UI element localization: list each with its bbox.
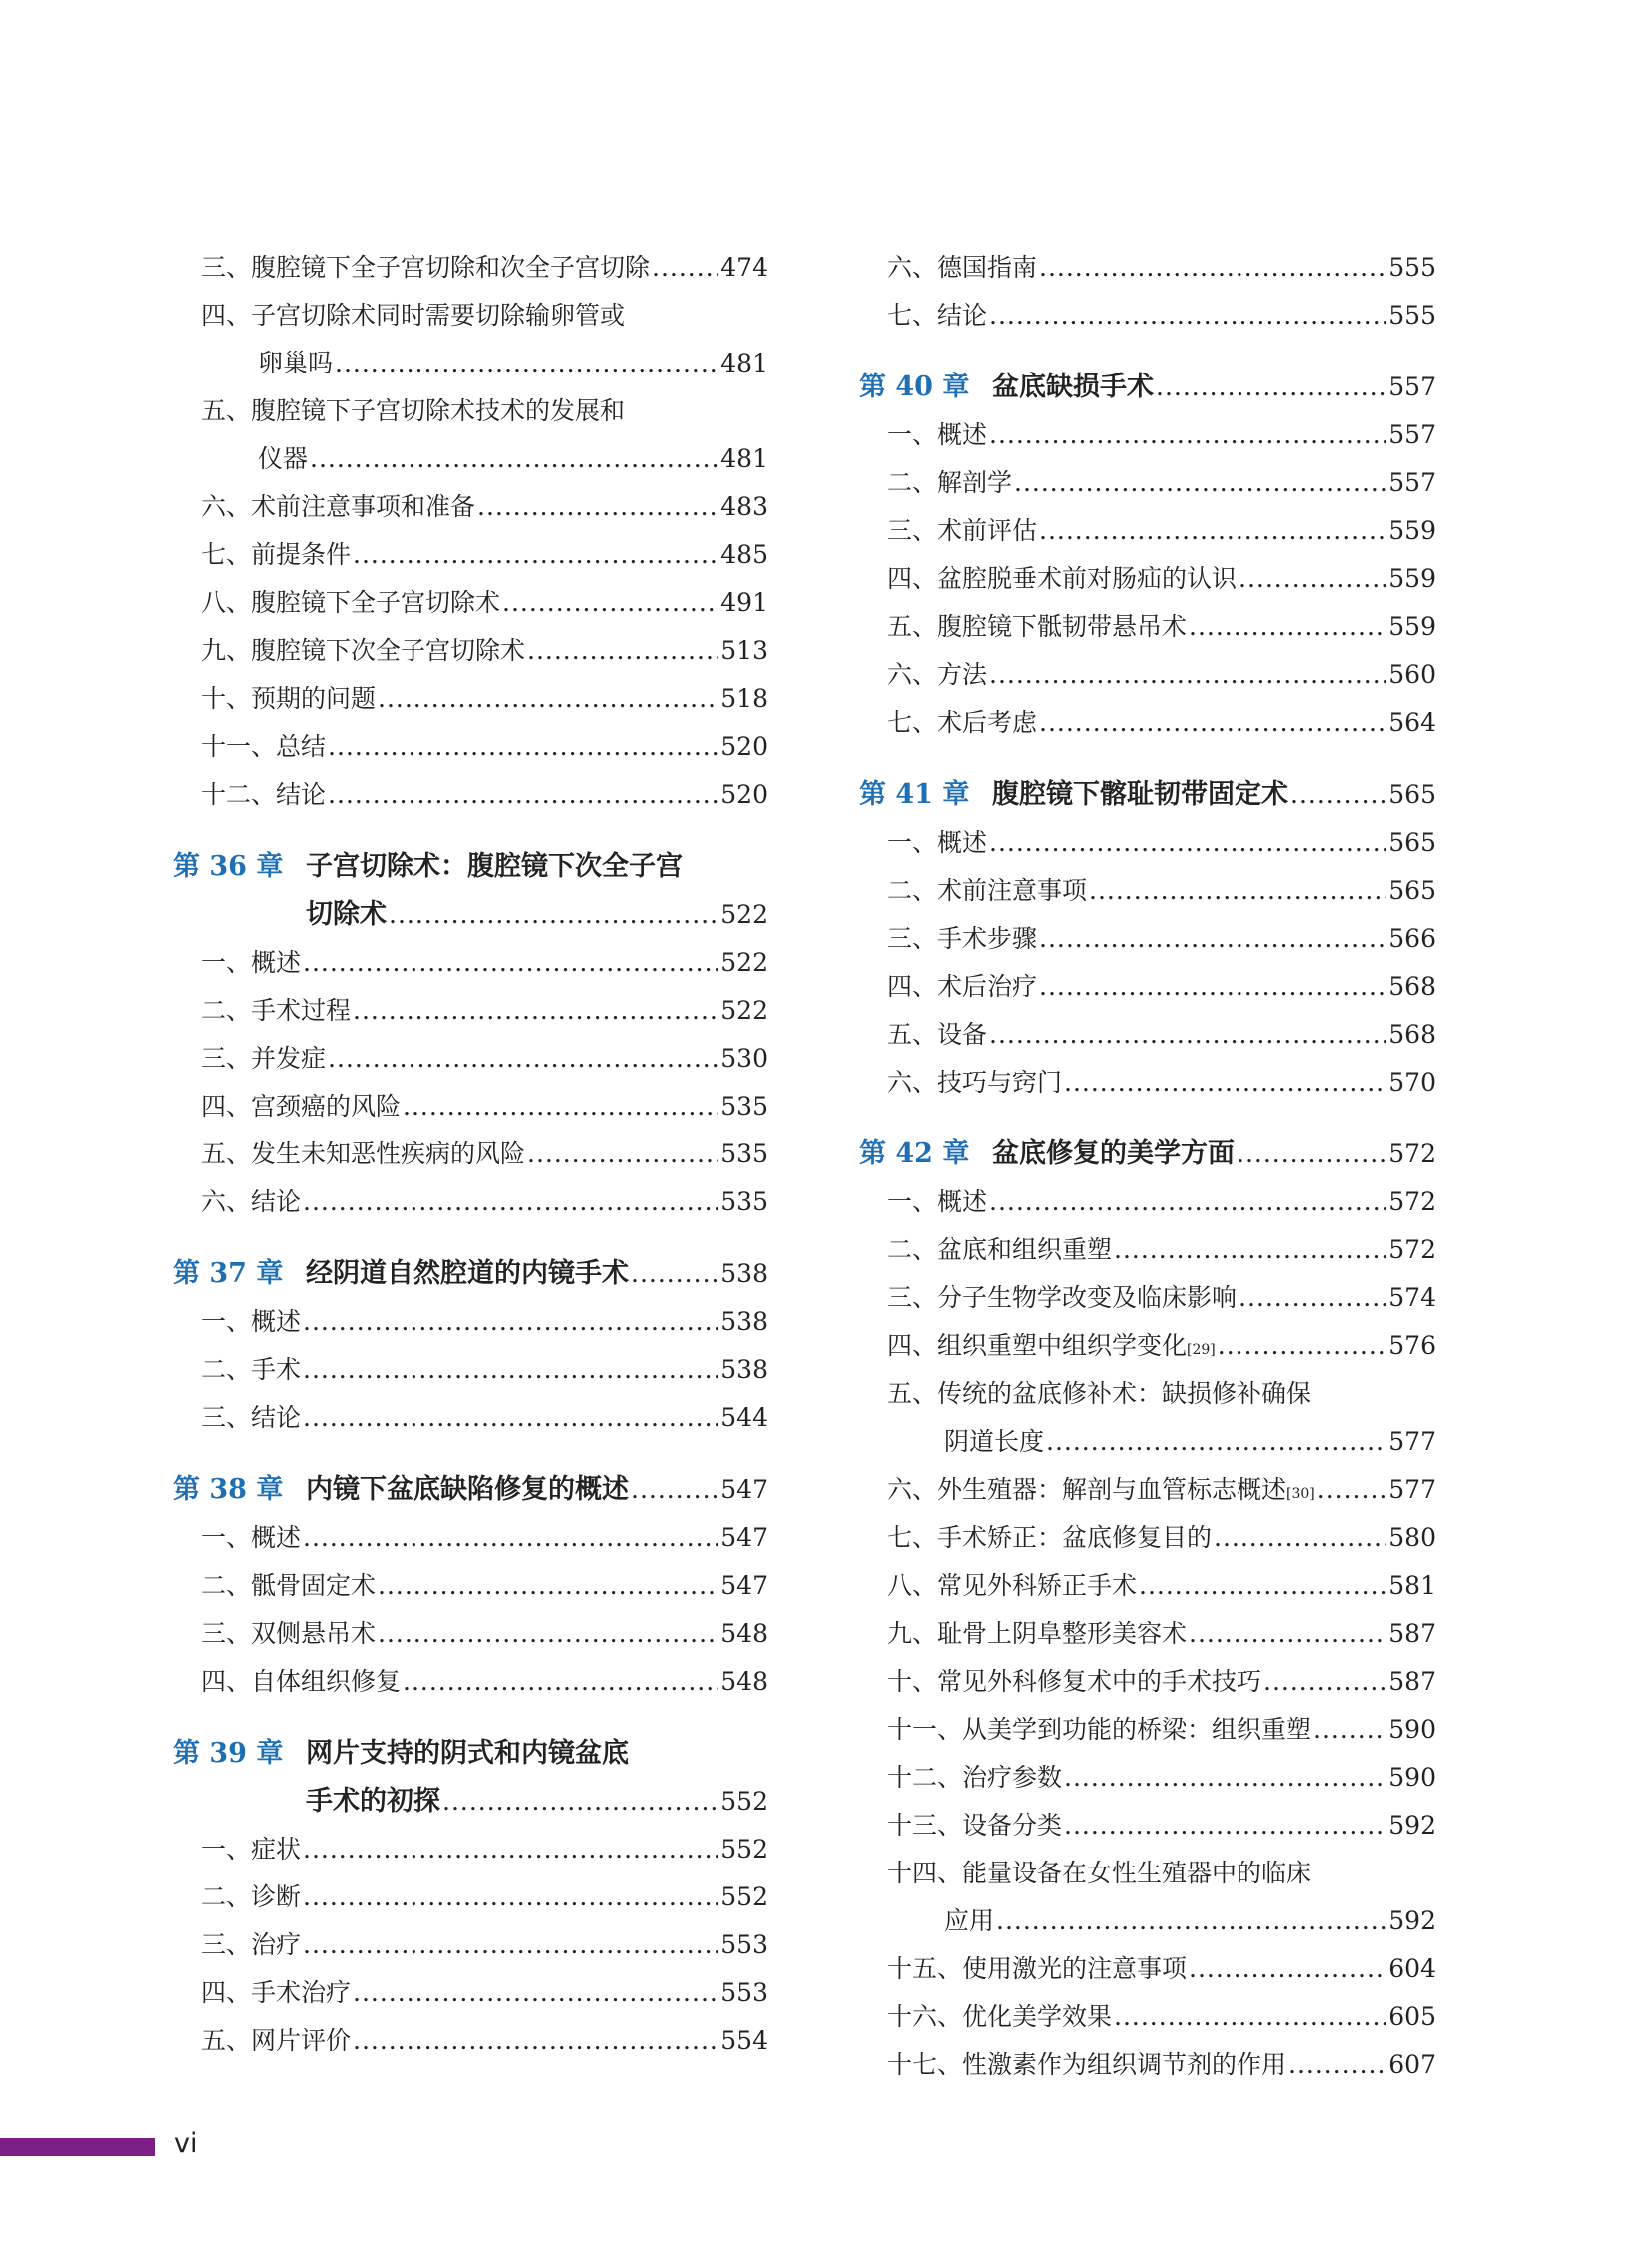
dot-leader [303,1298,718,1346]
entry-page: 568 [1388,1020,1436,1049]
chapter-page: 565 [1388,780,1436,809]
dot-leader [335,340,718,387]
toc-entry [173,1873,768,1921]
toc-entry [173,1035,768,1083]
toc-entry [859,867,1436,915]
dot-leader [353,987,718,1035]
toc-entry [173,531,768,579]
toc-entry [859,915,1436,963]
entry-title: 十六、优化美学效果 [887,2002,1113,2031]
chapter-title: 经阴道自然腔道的内镜手术 [306,1258,629,1289]
chapter-number: 第 40 章 [859,372,970,402]
dot-leader [1290,771,1386,819]
toc-entry [173,1130,768,1178]
dot-leader [1214,1514,1386,1562]
dot-leader [403,1083,718,1130]
chapter-title: 网片支持的阴式和内镜盆底 [306,1738,629,1769]
toc-entry [173,244,768,292]
dot-leader [353,1969,718,2017]
toc-entry [859,1178,1436,1226]
entry-page: 535 [720,1187,768,1216]
dot-leader [1039,244,1386,292]
toc-entry [173,627,768,675]
entry-page: 485 [720,540,768,569]
toc-entry [859,244,1436,292]
entry-page: 577 [1388,1427,1436,1456]
entry-page: 547 [720,1523,768,1552]
dot-leader [1239,1274,1386,1322]
entry-page: 592 [1388,1811,1436,1840]
toc-entry-continuation [859,1418,1436,1466]
entry-title: 七、结论 [887,301,988,330]
toc-entry [173,939,768,987]
toc-entry [859,555,1436,603]
toc-entry [859,1562,1436,1610]
entry-title: 一、概述 [887,828,988,857]
chapter-heading [859,771,1436,819]
dot-leader [303,1394,718,1442]
entry-page: 587 [1388,1667,1436,1696]
entry-title: 三、双侧悬吊术 [201,1619,377,1648]
entry-title: 一、概述 [201,1307,302,1336]
entry-page: 481 [720,444,768,473]
chapter-page: 557 [1388,373,1436,401]
entry-title: 二、术前注意事项 [887,876,1088,905]
toc-entry [173,1826,768,1873]
toc-entry [859,1658,1436,1706]
entry-title: 十一、从美学到功能的桥梁：组织重塑 [887,1715,1312,1744]
entry-page: 522 [720,948,768,977]
toc-entry [173,387,768,435]
dot-leader [1064,1802,1386,1850]
entry-page: 474 [720,253,768,282]
toc-entry [173,1921,768,1969]
dot-leader [527,1130,718,1178]
toc-entry [859,603,1436,651]
chapter-heading [173,843,768,891]
toc-entry [859,411,1436,459]
dot-leader [353,531,718,579]
entry-page: 553 [720,1930,768,1959]
entry-title: 二、骶骨固定术 [201,1571,377,1600]
dot-leader [631,1250,718,1298]
entry-page: 553 [720,1978,768,2007]
entry-title: 六、德国指南 [887,253,1038,282]
toc-entry [173,1394,768,1442]
chapter-number: 第 37 章 [173,1258,284,1289]
entry-title: 三、手术步骤 [887,924,1038,953]
toc-entry: 四、组织重塑中组织学变化 [29] ..... 576 [859,1322,1436,1370]
dot-leader [989,411,1386,459]
entry-title: 五、腹腔镜下骶韧带悬吊术 [887,612,1188,641]
entry-page: 538 [720,1355,768,1384]
toc-entry [859,963,1436,1011]
toc-entry [859,2041,1436,2089]
entry-page: 513 [720,636,768,665]
entry-page: 522 [720,996,768,1025]
chapter-title: 手术的初探 [306,1786,440,1817]
entry-page: 572 [1388,1235,1436,1264]
entry-title: 六、术前注意事项和准备 [201,492,476,521]
entry-title: 四、盆腔脱垂术前对肠疝的认识 [887,564,1238,593]
toc-entry [859,292,1436,340]
chapter-heading [173,1730,768,1778]
entry-title: 二、解剖学 [887,468,1013,497]
dot-leader [1039,963,1386,1011]
entry-page: 557 [1388,468,1436,497]
entry-title: 三、腹腔镜下全子宫切除和次全子宫切除 [201,253,651,282]
dot-leader [1156,364,1386,411]
entry-title: 二、手术过程 [201,996,352,1025]
dot-leader [502,579,718,627]
dot-leader [378,1610,718,1658]
dot-leader [1114,1226,1386,1274]
toc-left-column [173,244,768,2065]
chapter-heading [173,1250,768,1298]
toc-entry [859,1850,1436,1897]
dot-leader [989,651,1386,699]
entry-page: 535 [720,1139,768,1168]
entry-title: 仪器 [258,444,309,473]
toc-entry [173,1610,768,1658]
toc-entry [173,579,768,627]
chapter-number: 第 38 章 [173,1474,284,1505]
toc-entry [859,699,1436,747]
dot-leader [1039,507,1386,555]
chapter-title: 腹腔镜下髂耻韧带固定术 [992,779,1288,810]
dot-leader [378,1562,718,1610]
entry-title: 三、分子生物学改变及临床影响 [887,1283,1238,1312]
chapter-heading [859,1130,1436,1178]
dot-leader [1046,1418,1386,1466]
entry-page: 483 [720,492,768,521]
toc-entry [173,1514,768,1562]
entry-title: 四、子宫切除术同时需要切除输卵管或 [201,301,626,330]
chapter-heading [859,364,1436,411]
dot-leader [989,1178,1386,1226]
entry-page: 557 [1388,420,1436,449]
entry-page: 555 [1388,253,1436,282]
toc-entry [859,1514,1436,1562]
entry-page: 580 [1388,1523,1436,1552]
chapter-page: 572 [1388,1139,1436,1168]
entry-title: 十、常见外科修复术中的手术技巧 [887,1667,1262,1696]
toc-entry [173,1083,768,1130]
chapter-page: 538 [720,1259,768,1288]
entry-page: 564 [1388,708,1436,737]
toc-entry [859,1802,1436,1850]
dot-leader [303,1921,718,1969]
entry-title: 八、腹腔镜下全子宫切除术 [201,588,501,617]
entry-page: 590 [1388,1763,1436,1792]
toc-entry [859,1754,1436,1802]
toc-entry [173,1562,768,1610]
dot-leader [1288,2041,1386,2089]
entry-page: 568 [1388,972,1436,1001]
dot-leader [989,1011,1386,1059]
entry-title: 一、概述 [201,948,302,977]
toc-entry [859,459,1436,507]
chapter-number: 第 36 章 [173,851,284,882]
entry-page: 552 [720,1882,768,1911]
toc-entry-continuation [173,340,768,387]
entry-title: 一、症状 [201,1835,302,1864]
entry-title: 十七、性激素作为组织调节剂的作用 [887,2050,1287,2079]
chapter-title: 切除术 [306,899,387,930]
entry-title: 七、手术矫正：盆底修复目的 [887,1523,1213,1552]
chapter-title: 内镜下盆底缺陷修复的概述 [306,1474,629,1505]
dot-leader [303,1346,718,1394]
entry-title: 三、并发症 [201,1044,327,1073]
dot-leader [442,1778,718,1826]
entry-page: 552 [720,1835,768,1864]
chapter-title: 子宫切除术：腹腔镜下次全子宫 [306,851,683,882]
dot-leader [1313,1706,1386,1754]
entry-page: 576 [1388,1331,1436,1360]
entry-page: 559 [1388,516,1436,545]
dot-leader [1114,1993,1386,2041]
dot-leader [1237,1130,1386,1178]
entry-page: 535 [720,1092,768,1120]
chapter-heading [173,1466,768,1514]
dot-leader [1239,555,1386,603]
dot-leader [403,1658,718,1706]
chapter-number: 第 39 章 [173,1738,284,1769]
entry-title: 十、预期的问题 [201,684,377,713]
toc-entry-continuation [859,1897,1436,1945]
toc-entry [859,1993,1436,2041]
entry-title: 八、常见外科矫正手术 [887,1571,1138,1600]
entry-page: 570 [1388,1068,1436,1097]
dot-leader [389,891,718,939]
entry-page: 520 [720,780,768,809]
entry-title: 应用 [944,1906,995,1935]
dot-leader [328,771,718,819]
dot-leader [328,723,718,771]
entry-title: 三、术前评估 [887,516,1038,545]
chapter-number: 第 41 章 [859,779,970,810]
dot-leader [1039,699,1386,747]
chapter-heading-continuation [173,891,768,939]
entry-title: 五、腹腔镜下子宫切除术技术的发展和 [201,396,626,425]
dot-leader [1189,1945,1386,1993]
entry-page: 548 [720,1667,768,1696]
entry-page: 581 [1388,1571,1436,1600]
entry-page: 572 [1388,1187,1436,1216]
dot-leader [1064,1754,1386,1802]
entry-page: 587 [1388,1619,1436,1648]
entry-page: 518 [720,684,768,713]
entry-page: 547 [720,1571,768,1600]
entry-page: 590 [1388,1715,1436,1744]
entry-title: 六、外生殖器：解剖与血管标志概述 [887,1475,1287,1504]
entry-title: 五、网片评价 [201,2026,352,2055]
entry-page: 520 [720,732,768,761]
chapter-number: 第 42 章 [859,1138,970,1169]
entry-title: 十一、总结 [201,732,327,761]
footer-accent-bar [0,2138,155,2156]
entry-title: 四、宫颈癌的风险 [201,1092,402,1120]
entry-page: 559 [1388,564,1436,593]
entry-page: 604 [1388,1954,1436,1983]
dot-leader [527,627,718,675]
dot-leader [1263,1658,1386,1706]
entry-title: 九、耻骨上阴阜整形美容术 [887,1619,1188,1648]
entry-title: 十四、能量设备在女性生殖器中的临床 [887,1859,1312,1887]
toc-entry [859,1274,1436,1322]
toc-entry [173,723,768,771]
entry-title: 四、手术治疗 [201,1978,352,2007]
entry-page: 530 [720,1044,768,1073]
toc-entry: 六、外生殖器：解剖与血管标志概述 [30] ..... 577 [859,1466,1436,1514]
chapter-title: 盆底修复的美学方面 [992,1138,1235,1169]
toc-entry [173,1346,768,1394]
dot-leader [1064,1059,1386,1107]
entry-title: 五、发生未知恶性疾病的风险 [201,1139,526,1168]
toc-entry [173,1178,768,1226]
toc-entry [859,1610,1436,1658]
dot-leader [328,1035,718,1083]
toc-entry [859,1706,1436,1754]
chapter-page: 522 [720,900,768,929]
entry-title: 一、概述 [201,1523,302,1552]
entry-title: 十五、使用激光的注意事项 [887,1954,1188,1983]
entry-title: 三、治疗 [201,1930,302,1959]
toc-entry [859,1945,1436,1993]
dot-leader [303,1178,718,1226]
page-number: vi [174,2128,198,2159]
dot-leader [303,1826,718,1873]
entry-page: 559 [1388,612,1436,641]
entry-title: 二、盆底和组织重塑 [887,1235,1113,1264]
entry-title: 阴道长度 [944,1427,1045,1456]
toc-entry [173,292,768,340]
toc-entry [173,2017,768,2065]
entry-page: 538 [720,1307,768,1336]
toc-entry [173,771,768,819]
entry-title: 四、术后治疗 [887,972,1038,1001]
entry-title: 六、技巧与窍门 [887,1068,1063,1097]
chapter-page: 552 [720,1787,768,1816]
toc-entry [173,1658,768,1706]
toc-right-column [859,244,1436,2089]
entry-title: 六、方法 [887,660,988,689]
toc-entry [859,819,1436,867]
dot-leader [310,435,718,483]
entry-title: 六、结论 [201,1187,302,1216]
toc-entry [859,1011,1436,1059]
dot-leader [353,2017,718,2065]
dot-leader [1014,459,1386,507]
entry-page: 481 [720,349,768,377]
toc-entry [173,1298,768,1346]
chapter-title: 盆底缺损手术 [992,372,1154,402]
toc-entry [859,1226,1436,1274]
toc-entry [173,1969,768,2017]
entry-page: 491 [720,588,768,617]
toc-entry [173,483,768,531]
entry-title: 五、设备 [887,1020,988,1049]
chapter-heading-continuation [173,1778,768,1826]
dot-leader [303,1514,718,1562]
toc-entry [859,1370,1436,1418]
toc-entry-continuation [173,435,768,483]
entry-title: 四、组织重塑中组织学变化 [887,1331,1188,1360]
entry-title: 一、概述 [887,420,988,449]
entry-page: 565 [1388,876,1436,905]
entry-page: 566 [1388,924,1436,953]
entry-title: 二、手术 [201,1355,302,1384]
dot-leader [378,675,718,723]
entry-title: 十二、治疗参数 [887,1763,1063,1792]
dot-leader [1039,915,1386,963]
entry-page: 548 [720,1619,768,1648]
entry-page: 577 [1388,1475,1436,1504]
dot-leader [1189,603,1386,651]
dot-leader [652,244,718,292]
dot-leader [1139,1562,1386,1610]
entry-title: 十三、设备分类 [887,1811,1063,1840]
entry-title: 七、术后考虑 [887,708,1038,737]
entry-title: 一、概述 [887,1187,988,1216]
toc-entry [859,651,1436,699]
entry-page: 574 [1388,1283,1436,1312]
entry-page: 544 [720,1403,768,1432]
dot-leader [996,1897,1386,1945]
toc-entry [859,507,1436,555]
entry-title: 二、诊断 [201,1882,302,1911]
dot-leader [989,819,1386,867]
toc-entry [173,675,768,723]
entry-page: 565 [1388,828,1436,857]
entry-title: 三、结论 [201,1403,302,1432]
entry-page: 560 [1388,660,1436,689]
toc-entry [173,987,768,1035]
dot-leader [1218,1322,1387,1370]
chapter-page: 547 [720,1475,768,1504]
dot-leader [1189,1610,1386,1658]
dot-leader [1317,1466,1387,1514]
dot-leader [989,292,1386,340]
entry-title: 九、腹腔镜下次全子宫切除术 [201,636,526,665]
entry-page: 554 [720,2026,768,2055]
toc-entry [859,1059,1436,1107]
entry-title: 十二、结论 [201,780,327,809]
entry-title: 五、传统的盆底修补术：缺损修补确保 [887,1379,1312,1408]
entry-page: 555 [1388,301,1436,330]
entry-page: 592 [1388,1906,1436,1935]
entry-title: 七、前提条件 [201,540,352,569]
dot-leader [303,939,718,987]
dot-leader [631,1466,718,1514]
dot-leader [1089,867,1386,915]
entry-page: 607 [1388,2050,1436,2079]
entry-page: 605 [1388,2002,1436,2031]
entry-title: 卵巢吗 [258,349,334,377]
dot-leader [303,1873,718,1921]
entry-title: 四、自体组织修复 [201,1667,402,1696]
dot-leader [477,483,718,531]
